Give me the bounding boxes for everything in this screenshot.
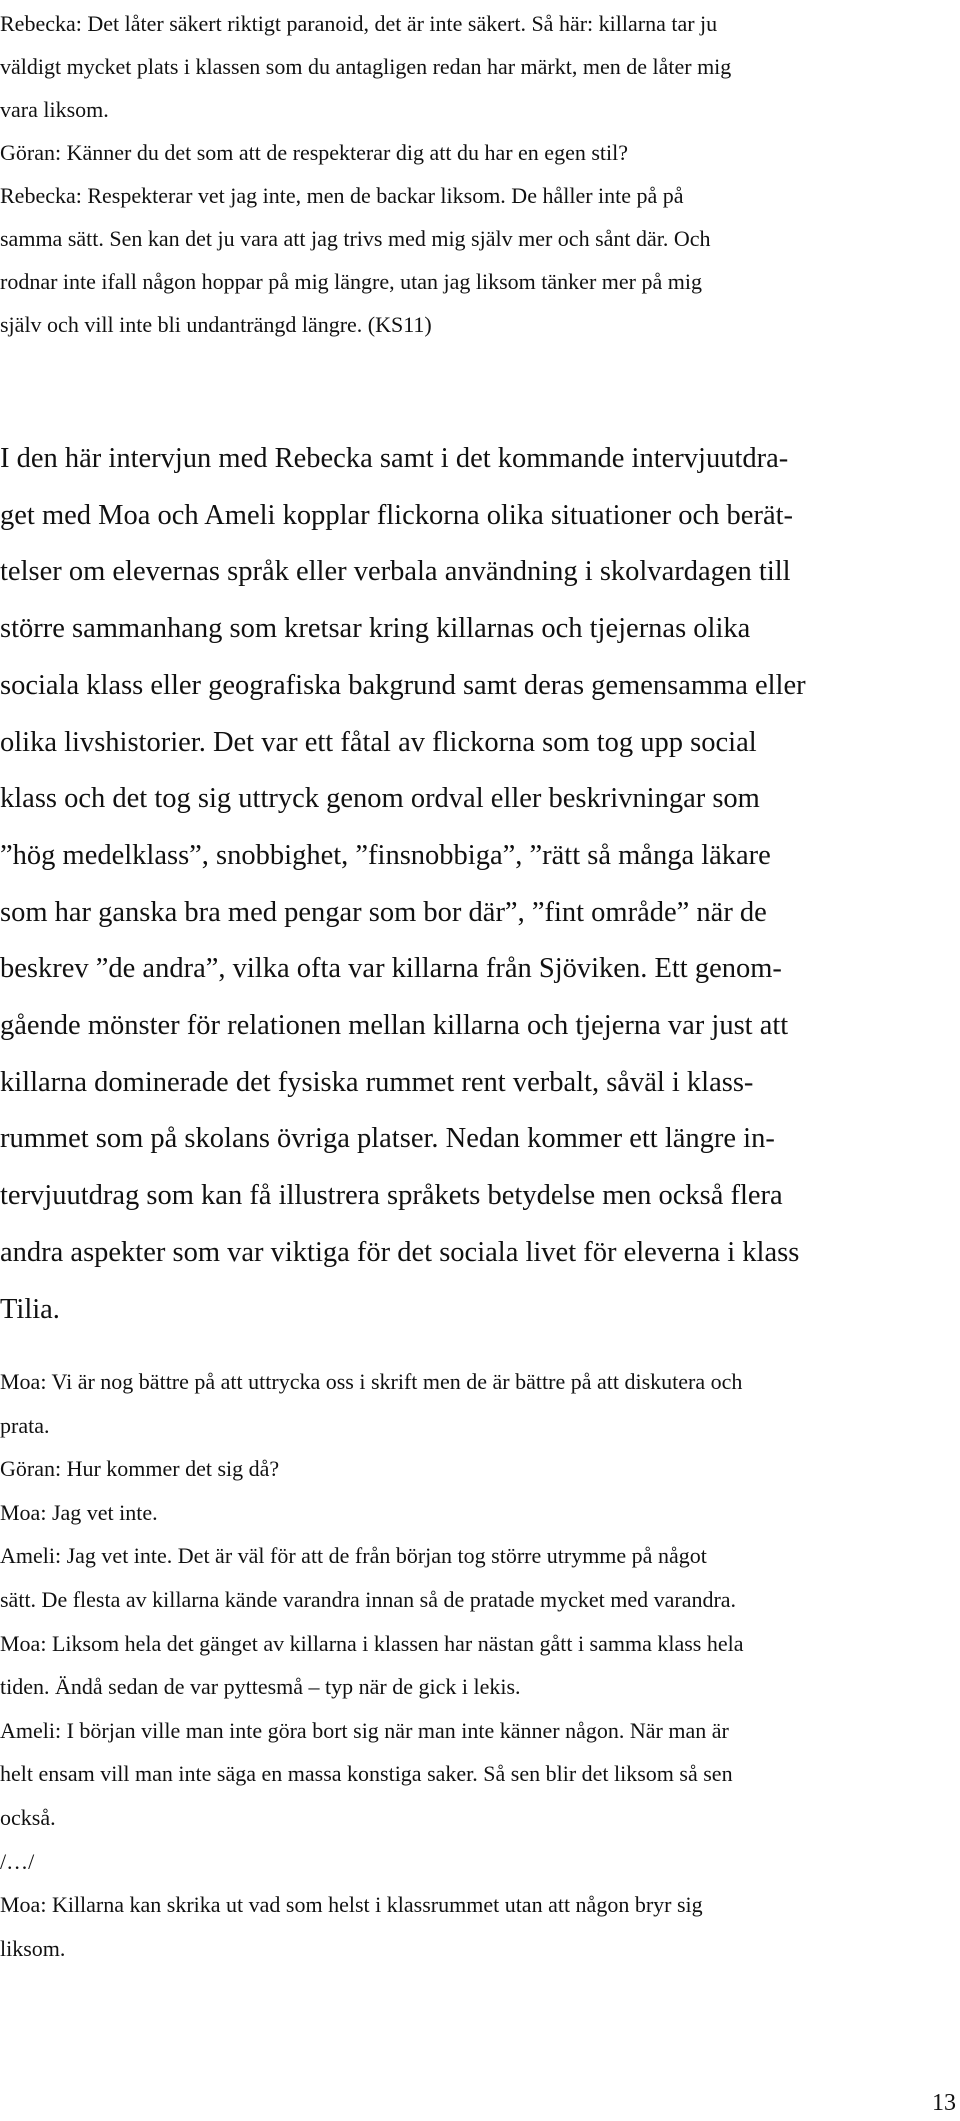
excerpt-line: samma sätt. Sen kan det ju vara att jag trivs med mig själv mer och sånt där. Och <box>0 226 711 251</box>
excerpt-line: Rebecka: Respekterar vet jag inte, men de backar liksom. De håller inte på på <box>0 183 684 208</box>
dialog-line: Ameli: Jag vet inte. Det är väl för att de från början tog större utrymme på något <box>0 1543 707 1569</box>
excerpt-line: väldigt mycket plats i klassen som du antagligen redan har märkt, men de låter mig <box>0 54 732 79</box>
paragraph-line: olika livshistorier. Det var ett fåtal av flickorna som tog upp social <box>0 726 757 758</box>
paragraph-line: beskrev ”de andra”, vilka ofta var killarna från Sjöviken. Ett genom- <box>0 953 782 985</box>
dialog-line: helt ensam vill man inte säga en massa konstiga saker. Så sen blir det liksom så sen <box>0 1761 733 1787</box>
paragraph-line: ”hög medelklass”, snobbighet, ”finsnobbiga”, ”rätt så många läkare <box>0 839 771 871</box>
dialog-line: tiden. Ändå sedan de var pyttesmå – typ när de gick i lekis. <box>0 1674 521 1700</box>
body-paragraph <box>0 431 958 1338</box>
dialog-line: Moa: Vi är nog bättre på att uttrycka oss i skrift men de är bättre på att diskutera och <box>0 1369 743 1394</box>
page-number: 13 <box>932 2090 956 2116</box>
paragraph-line: killarna dominerade det fysiska rummet rent verbalt, såväl i klass- <box>0 1066 754 1098</box>
paragraph-line: andra aspekter som var viktiga för det sociala livet för eleverna i klass <box>0 1236 800 1268</box>
paragraph-line: get med Moa och Ameli kopplar flickorna olika situationer och berät- <box>0 499 794 531</box>
paragraph-line: som har ganska bra med pengar som bor där”, ”fint område” när de <box>0 896 767 928</box>
dialog-line: Moa: Jag vet inte. <box>0 1499 158 1525</box>
dialog-line: liksom. <box>0 1935 66 1961</box>
excerpt-line: själv och vill inte bli undanträngd längre. (KS11) <box>0 312 432 337</box>
dialog-line: /…/ <box>0 1848 35 1874</box>
paragraph-line: sociala klass eller geografiska bakgrund samt deras gemensamma eller <box>0 669 806 701</box>
dialog-line: sätt. De flesta av killarna kände varandra innan så de pratade mycket med varandra. <box>0 1586 737 1612</box>
paragraph-line: telser om elevernas språk eller verbala användning i skolvardagen till <box>0 556 791 588</box>
excerpt-line: vara liksom. <box>0 97 109 122</box>
dialog-line: Göran: Hur kommer det sig då? <box>0 1456 280 1482</box>
interview-excerpt-ks11 <box>0 2 958 346</box>
paragraph-line: rummet som på skolans övriga platser. Nedan kommer ett längre in- <box>0 1123 775 1155</box>
paragraph-line: gående mönster för relationen mellan killarna och tjejerna var just att <box>0 1010 789 1042</box>
paragraph-line: Tilia. <box>0 1293 60 1325</box>
interview-dialog <box>0 1360 958 1970</box>
excerpt-line: Rebecka: Det låter säkert riktigt paranoid, det är inte säkert. Så här: killarna tar ju <box>0 11 718 36</box>
paragraph-line: I den här intervjun med Rebecka samt i det kommande intervjuutdra- <box>0 443 789 474</box>
dialog-line: prata. <box>0 1412 50 1438</box>
dialog-line: Ameli: I början ville man inte göra bort sig när man inte känner någon. När man är <box>0 1717 729 1743</box>
dialog-line: Moa: Liksom hela det gänget av killarna i klassen har nästan gått i samma klass hela <box>0 1630 744 1656</box>
dialog-line: också. <box>0 1804 56 1830</box>
paragraph-line: större sammanhang som kretsar kring killarnas och tjejernas olika <box>0 613 751 645</box>
paragraph-line: tervjuutdrag som kan få illustrera språkets betydelse men också flera <box>0 1180 783 1212</box>
dialog-line: Moa: Killarna kan skrika ut vad som helst i klassrummet utan att någon bryr sig <box>0 1892 703 1918</box>
excerpt-line: Göran: Känner du det som att de respekterar dig att du har en egen stil? <box>0 140 628 165</box>
excerpt-line: rodnar inte ifall någon hoppar på mig längre, utan jag liksom tänker mer på mig <box>0 269 702 294</box>
paragraph-line: klass och det tog sig uttryck genom ordval eller beskrivningar som <box>0 783 760 815</box>
